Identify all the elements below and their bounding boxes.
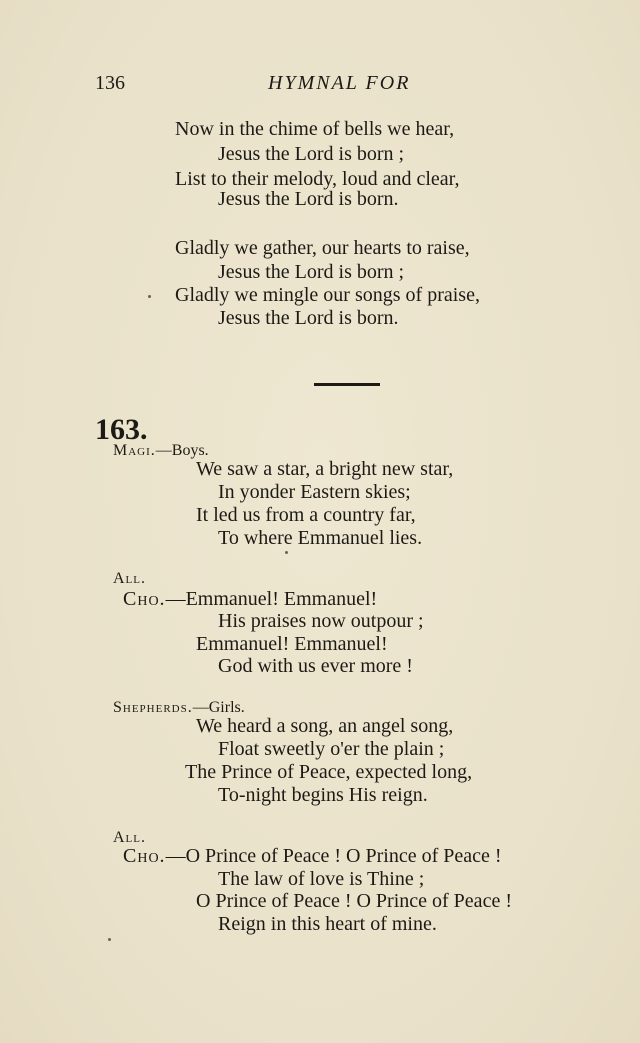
stanza1-line3: List to their melody, loud and clear, — [175, 168, 460, 190]
chorus1-line4: God with us ever more ! — [218, 655, 413, 677]
magi-line2: In yonder Eastern skies; — [218, 481, 411, 503]
chorus1-line1 — [123, 588, 377, 611]
magi-line4: To where Emmanuel lies. — [218, 527, 423, 549]
section-divider — [314, 383, 380, 386]
stanza2-line1: Gladly we gather, our hearts to raise, — [175, 237, 470, 259]
chorus2-line2: The law of love is Thine ; — [218, 868, 425, 890]
stanza2-line4: Jesus the Lord is born. — [218, 307, 399, 329]
chorus1-line2: His praises now outpour ; — [218, 610, 424, 632]
stanza1-line4: Jesus the Lord is born. — [218, 188, 399, 210]
stanza2-line3: Gladly we mingle our songs of praise, — [175, 284, 480, 306]
all-label-1: All. — [113, 570, 146, 587]
chorus2-line4: Reign in this heart of mine. — [218, 913, 437, 935]
chorus1-text: —Emmanuel! Emmanuel! — [165, 588, 378, 610]
magi-voice: —Boys. — [155, 442, 209, 459]
magi-heading — [113, 442, 209, 460]
stanza1-line1: Now in the chime of bells we hear, — [175, 118, 455, 140]
chorus1-line3: Emmanuel! Emmanuel! — [196, 633, 388, 655]
shepherds-line1: We heard a song, an angel song, — [196, 715, 454, 737]
shepherds-line2: Float sweetly o'er the plain ; — [218, 738, 445, 760]
all-label-2: All. — [113, 829, 146, 846]
magi-line3: It led us from a country far, — [196, 504, 416, 526]
paper-speck — [285, 551, 288, 554]
shepherds-voice: —Girls. — [192, 699, 245, 716]
stanza2-line2: Jesus the Lord is born ; — [218, 261, 405, 283]
shepherds-line4: To-night begins His reign. — [218, 784, 428, 806]
chorus2-label: Cho. — [123, 845, 166, 867]
chorus1-label: Cho. — [123, 588, 166, 610]
paper-speck — [108, 938, 111, 941]
chorus2-line3: O Prince of Peace ! O Prince of Peace ! — [196, 890, 512, 912]
shepherds-line3: The Prince of Peace, expected long, — [185, 761, 473, 783]
chorus2-text: —O Prince of Peace ! O Prince of Peace ! — [165, 845, 502, 867]
hymn-number: 163. — [95, 413, 148, 446]
paper-speck — [148, 295, 151, 298]
magi-line1: We saw a star, a bright new star, — [196, 458, 454, 480]
chorus2-line1 — [123, 845, 502, 868]
page-number: 136 — [95, 72, 125, 94]
shepherds-label: Shepherds. — [113, 699, 193, 716]
magi-label: Magi. — [113, 442, 156, 459]
stanza1-line2: Jesus the Lord is born ; — [218, 143, 405, 165]
running-head: HYMNAL FOR — [268, 72, 411, 94]
